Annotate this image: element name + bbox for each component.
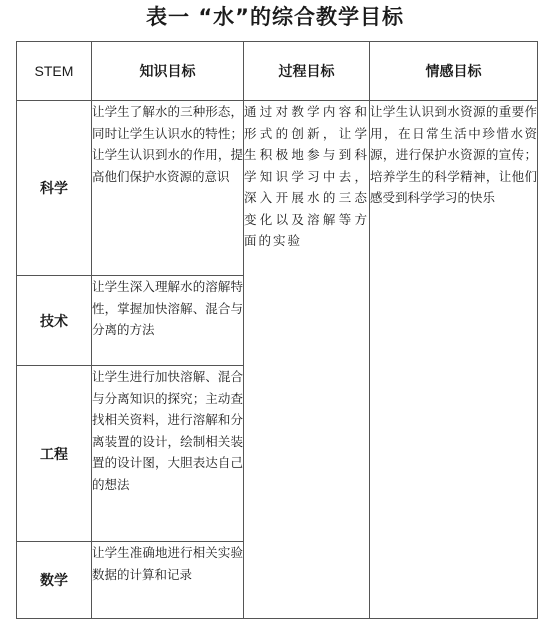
knowledge-engineering: 让学生进行加快溶解、混合与分离知识的探究；主动查找相关资料，进行溶解和分离装置的设计，绘制相关装置的设计图，大胆表达自己的想法 <box>92 366 244 542</box>
subject-math: 数学 <box>17 542 92 619</box>
subject-engineering: 工程 <box>17 366 92 542</box>
header-stem: STEM <box>17 42 92 101</box>
knowledge-science: 让学生了解水的三种形态，同时让学生认识水的特性；让学生认识到水的作用，提高他们保护水资源的意识 <box>92 101 244 276</box>
process-goal-cell: 通过对教学内容和形式的创新，让学生积极地参与到科学知识学习中去，深入开展水的三态变化以及溶解等方面的实验 <box>244 101 370 619</box>
table-title: 表一 “水”的综合教学目标 <box>146 5 404 29</box>
row-science <box>17 101 538 276</box>
goals-table <box>16 41 538 619</box>
knowledge-technology: 让学生深入理解水的溶解特性，掌握加快溶解、混合与分离的方法 <box>92 276 244 366</box>
header-row <box>17 42 538 101</box>
header-process: 过程目标 <box>244 42 370 101</box>
knowledge-math: 让学生准确地进行相关实验数据的计算和记录 <box>92 542 244 619</box>
subject-science: 科学 <box>17 101 92 276</box>
subject-technology: 技术 <box>17 276 92 366</box>
emotion-goal-cell: 让学生认识到水资源的重要作用，在日常生活中珍惜水资源，进行保护水资源的宣传；培养学生的科学精神，让他们感受到科学学习的快乐 <box>370 101 538 619</box>
header-knowledge: 知识目标 <box>92 42 244 101</box>
header-emotion: 情感目标 <box>370 42 538 101</box>
